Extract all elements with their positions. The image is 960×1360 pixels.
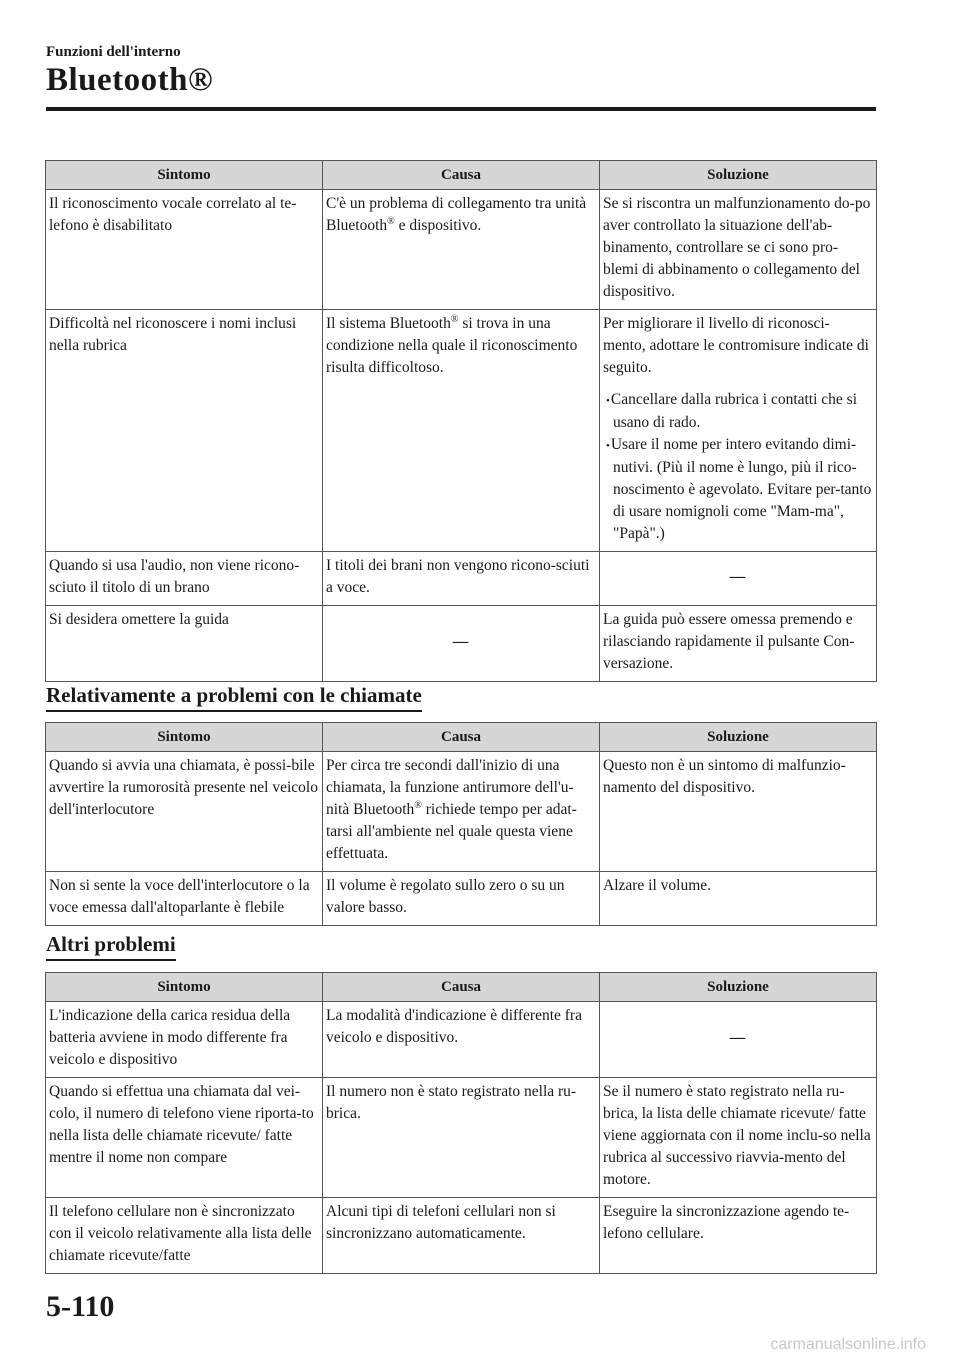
table-header-row <box>46 723 877 752</box>
watermark: carmanualsonline.info <box>770 1336 926 1353</box>
table-row <box>46 1078 877 1198</box>
page-title: Bluetooth® <box>46 62 214 98</box>
column-header-solution: Soluzione <box>600 973 877 1002</box>
symptom-cell: Quando si effettua una chiamata dal vei-colo, il numero di telefono viene riporta-to nella lista delle chiamate ricevute/ fatte mentre il nome non compare <box>46 1078 323 1198</box>
section-label: Funzioni dell'interno <box>46 44 181 60</box>
section-heading-other: Altri problemi <box>46 932 176 961</box>
title-rule <box>46 107 876 111</box>
table-row <box>46 552 877 606</box>
symptom-cell: L'indicazione della carica residua della batteria avviene in modo differente fra veicolo e dispositivo <box>46 1002 323 1078</box>
table-row <box>46 752 877 872</box>
table-row <box>46 190 877 310</box>
table-row <box>46 310 877 552</box>
table-row <box>46 1198 877 1274</box>
bullet-item: • Cancellare dalla rubrica i contatti che si usano di rado. <box>603 389 872 434</box>
symptom-cell: Si desidera omettere la guida <box>46 606 323 682</box>
table-row <box>46 606 877 682</box>
troubleshooting-table-other <box>45 972 877 1274</box>
cause-cell: Alcuni tipi di telefoni cellulari non si sincronizzano automaticamente. <box>323 1198 600 1274</box>
section-heading-calls: Relativamente a problemi con le chiamate <box>46 683 422 712</box>
registered-mark: ® <box>387 215 395 227</box>
bullet-item: • Usare il nome per intero evitando dimi-nutivi. (Più il nome è lungo, più il rico-noscimento è agevolato. Evitare per-tanto di usare nomignoli come "Mam-ma", "Papà".) <box>603 434 872 545</box>
column-header-cause: Causa <box>323 973 600 1002</box>
table-row <box>46 1002 877 1078</box>
solution-cell-empty: — <box>600 552 877 606</box>
symptom-cell: Quando si usa l'audio, non viene ricono-sciuto il titolo di un brano <box>46 552 323 606</box>
cause-cell: I titoli dei brani non vengono ricono-sciuti a voce. <box>323 552 600 606</box>
solution-cell: Questo non è un sintomo di malfunzio-namento del dispositivo. <box>600 752 877 872</box>
troubleshooting-table-general <box>45 160 877 682</box>
solution-cell: Eseguire la sincronizzazione agendo te-lefono cellulare. <box>600 1198 877 1274</box>
column-header-symptom: Sintomo <box>46 723 323 752</box>
cause-cell: C'è un problema di collegamento tra unità Bluetooth® e dispositivo. <box>323 190 600 310</box>
column-header-solution: Soluzione <box>600 161 877 190</box>
column-header-cause: Causa <box>323 723 600 752</box>
cause-cell: Il numero non è stato registrato nella ru-brica. <box>323 1078 600 1198</box>
solution-cell: Se il numero è stato registrato nella ru-brica, la lista delle chiamate ricevute/ fatte viene aggiornata con il nome inclu-so nella rubrica al successivo riavvia-mento del motore. <box>600 1078 877 1198</box>
troubleshooting-table-calls <box>45 722 877 926</box>
table-header-row <box>46 973 877 1002</box>
column-header-symptom: Sintomo <box>46 973 323 1002</box>
registered-mark: ® <box>414 799 422 811</box>
column-header-cause: Causa <box>323 161 600 190</box>
solution-cell: Alzare il volume. <box>600 872 877 926</box>
solution-cell <box>600 310 877 552</box>
registered-mark: ® <box>450 313 459 325</box>
symptom-cell: Il riconoscimento vocale correlato al te-lefono è disabilitato <box>46 190 323 310</box>
solution-cell: Se si riscontra un malfunzionamento do-po aver controllato la situazione dell'ab-binamento, controllare se ci sono pro-blemi di abbinamento o collegamento del dispositivo. <box>600 190 877 310</box>
column-header-symptom: Sintomo <box>46 161 323 190</box>
table-header-row <box>46 161 877 190</box>
cause-cell: Il sistema Bluetooth® si trova in una condizione nella quale il riconoscimento risulta difficoltoso. <box>323 310 600 552</box>
solution-cell: La guida può essere omessa premendo e rilasciando rapidamente il pulsante Con-versazione. <box>600 606 877 682</box>
solution-intro: Per migliorare il livello di riconosci-mento, adottare le contromisure indicate di seguito. <box>603 315 869 376</box>
page-number: 5-110 <box>46 1290 115 1323</box>
symptom-cell: Il telefono cellulare non è sincronizzato con il veicolo relativamente alla lista delle chiamate ricevute/fatte <box>46 1198 323 1274</box>
cause-cell: La modalità d'indicazione è differente fra veicolo e dispositivo. <box>323 1002 600 1078</box>
solution-cell-empty: — <box>600 1002 877 1078</box>
cause-cell: Per circa tre secondi dall'inizio di una chiamata, la funzione antirumore dell'u-nità Bluetooth® richiede tempo per adat-tarsi all'ambiente nel quale questa viene effettuata. <box>323 752 600 872</box>
cause-cell-empty: — <box>323 606 600 682</box>
table-row <box>46 872 877 926</box>
symptom-cell: Non si sente la voce dell'interlocutore o la voce emessa dall'altoparlante è flebile <box>46 872 323 926</box>
cause-cell: Il volume è regolato sullo zero o su un valore basso. <box>323 872 600 926</box>
symptom-cell: Difficoltà nel riconoscere i nomi inclusi nella rubrica <box>46 310 323 552</box>
column-header-solution: Soluzione <box>600 723 877 752</box>
symptom-cell: Quando si avvia una chiamata, è possi-bile avvertire la rumorosità presente nel veicolo dell'interlocutore <box>46 752 323 872</box>
